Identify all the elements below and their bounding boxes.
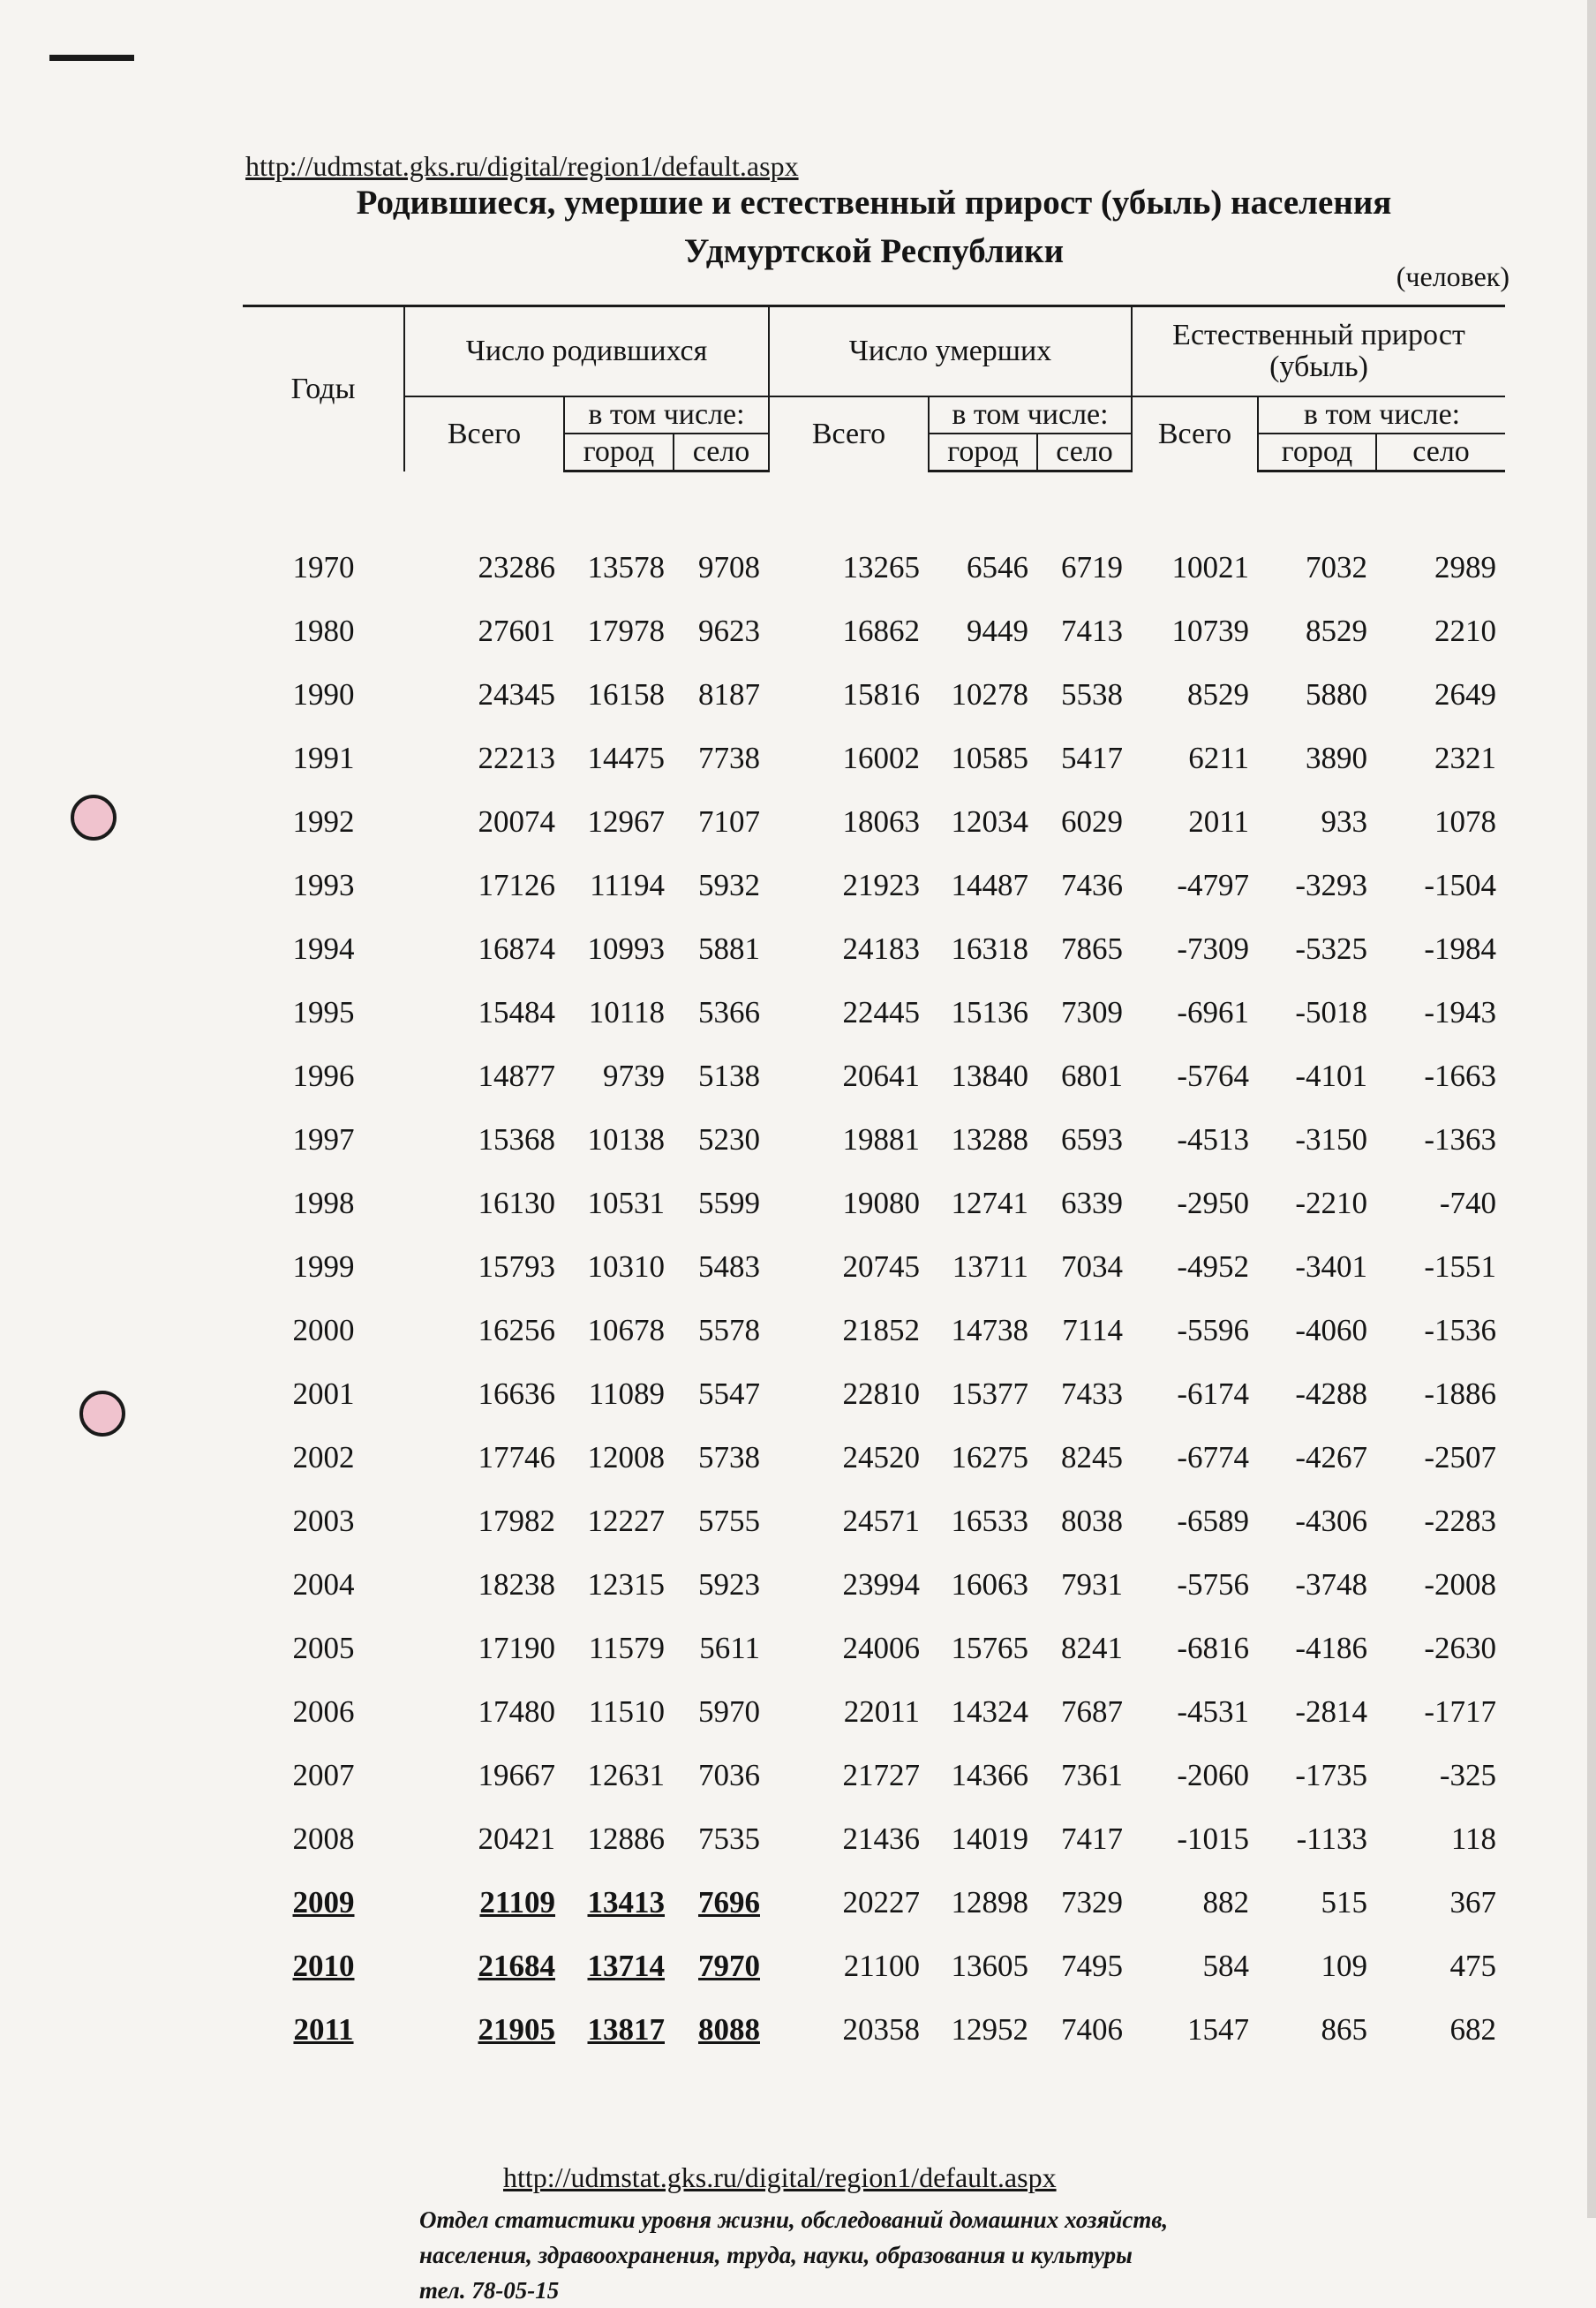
- value-cell-b-village: 5611: [699, 1631, 760, 1665]
- value-cell-n-village: -740: [1439, 1186, 1497, 1220]
- value-cell-d-total: 22810: [842, 1377, 920, 1411]
- value-cell-d-city: 13711: [952, 1249, 1028, 1284]
- value-cell-b-city: 12967: [587, 804, 665, 839]
- header-natural-including: в том числе:: [1258, 396, 1505, 434]
- table-row: [243, 536, 1505, 600]
- value-cell-b-total: 24345: [478, 677, 555, 712]
- value-cell-d-city: 9449: [967, 614, 1028, 648]
- footer-line-2: населения, здравоохранения, труда, науки, образования и культуры: [419, 2242, 1133, 2268]
- value-cell-n-city: 3890: [1306, 741, 1367, 775]
- value-cell-d-city: 15377: [951, 1377, 1028, 1411]
- value-cell-b-city: 12886: [587, 1822, 665, 1856]
- value-cell-b-village: 9623: [698, 614, 760, 648]
- value-cell-d-total: 20641: [842, 1059, 920, 1093]
- value-cell-d-total: 24183: [842, 931, 920, 966]
- table-row: [243, 1426, 1505, 1490]
- value-cell-d-city: 12952: [951, 2012, 1028, 2047]
- value-cell-b-city: 17978: [587, 614, 665, 648]
- header-natural-city: город: [1258, 434, 1376, 471]
- value-cell-b-city: 10310: [587, 1249, 665, 1284]
- value-cell-d-city: 16063: [951, 1567, 1028, 1602]
- table-row: [243, 1744, 1505, 1807]
- year-cell: 1997: [292, 1122, 355, 1157]
- source-url-bottom: http://udmstat.gks.ru/digital/region1/default.aspx: [503, 2161, 1057, 2193]
- value-cell-d-village: 7114: [1062, 1313, 1123, 1347]
- value-cell-d-city: 12034: [951, 804, 1028, 839]
- value-cell-b-city: 12227: [587, 1504, 665, 1538]
- value-cell-n-city: -3748: [1295, 1567, 1367, 1602]
- value-cell-n-total: 882: [1202, 1885, 1249, 1920]
- value-cell-n-village: 2649: [1434, 677, 1497, 712]
- value-cell-n-total: 6211: [1188, 741, 1249, 775]
- value-cell-n-village: 682: [1449, 2012, 1497, 2047]
- header-births-total: Всего: [404, 396, 564, 471]
- title-line-1: Родившиеся, умершие и естественный прирост (убыль) населения: [356, 184, 1392, 222]
- year-cell: 2000: [292, 1313, 355, 1347]
- scan-edge: [1587, 0, 1596, 2218]
- value-cell-b-village: 7036: [698, 1758, 760, 1792]
- header-deaths-total: Всего: [769, 396, 929, 471]
- year-cell: 2009: [292, 1885, 355, 1920]
- value-cell-n-total: -2060: [1177, 1758, 1249, 1792]
- value-cell-b-total: 27601: [478, 614, 555, 648]
- value-cell-b-village: 5578: [698, 1313, 760, 1347]
- value-cell-n-total: -4952: [1177, 1249, 1249, 1284]
- value-cell-n-village: 475: [1449, 1949, 1497, 1983]
- value-cell-b-city: 10993: [587, 931, 665, 966]
- table-row: [243, 1045, 1505, 1108]
- value-cell-d-total: 19080: [842, 1186, 920, 1220]
- value-cell-b-village: 9708: [698, 550, 760, 585]
- value-cell-d-total: 16862: [842, 614, 920, 648]
- value-cell-b-village: 5483: [698, 1249, 760, 1284]
- value-cell-n-village: -2283: [1424, 1504, 1497, 1538]
- value-cell-n-city: -5325: [1295, 931, 1367, 966]
- value-cell-b-city: 11194: [590, 868, 665, 902]
- value-cell-b-total: 16130: [478, 1186, 555, 1220]
- value-cell-d-village: 6801: [1061, 1059, 1123, 1093]
- value-cell-n-city: -4186: [1295, 1631, 1367, 1665]
- value-cell-b-city: 12008: [587, 1440, 665, 1475]
- value-cell-n-total: -6774: [1177, 1440, 1249, 1475]
- value-cell-n-total: -4513: [1177, 1122, 1249, 1157]
- value-cell-b-total: 20421: [478, 1822, 555, 1856]
- value-cell-n-village: -1943: [1424, 995, 1497, 1030]
- value-cell-n-village: 2321: [1434, 741, 1497, 775]
- value-cell-n-total: 1547: [1187, 2012, 1249, 2047]
- header-natural-village: село: [1376, 434, 1505, 471]
- value-cell-d-city: 15136: [951, 995, 1028, 1030]
- value-cell-b-total: 22213: [478, 741, 555, 775]
- value-cell-b-village: 5547: [698, 1377, 760, 1411]
- table-row: [243, 1871, 1505, 1935]
- value-cell-n-village: -1504: [1424, 868, 1497, 902]
- value-cell-n-city: -2210: [1295, 1186, 1367, 1220]
- value-cell-n-city: -5018: [1295, 995, 1367, 1030]
- value-cell-d-village: 8241: [1061, 1631, 1123, 1665]
- value-cell-d-village: 6719: [1061, 550, 1123, 585]
- value-cell-b-total: 23286: [478, 550, 555, 585]
- value-cell-b-city: 13578: [587, 550, 665, 585]
- value-cell-d-city: 13288: [951, 1122, 1028, 1157]
- value-cell-d-city: 13840: [951, 1059, 1028, 1093]
- table-row: [243, 1235, 1505, 1299]
- table-header: [243, 306, 1505, 471]
- value-cell-n-village: -1536: [1424, 1313, 1497, 1347]
- value-cell-d-village: 7495: [1061, 1949, 1123, 1983]
- value-cell-n-city: -4060: [1295, 1313, 1367, 1347]
- value-cell-d-total: 20227: [842, 1885, 920, 1920]
- value-cell-n-total: -6174: [1177, 1377, 1249, 1411]
- value-cell-d-village: 7865: [1061, 931, 1123, 966]
- value-cell-b-total: 21684: [478, 1949, 555, 1983]
- value-cell-n-village: -1663: [1424, 1059, 1497, 1093]
- table-row: [243, 1553, 1505, 1617]
- value-cell-d-total: 23994: [842, 1567, 920, 1602]
- value-cell-d-total: 21923: [842, 868, 920, 902]
- value-cell-b-village: 5755: [698, 1504, 760, 1538]
- table-row: [243, 854, 1505, 917]
- value-cell-b-city: 9739: [603, 1059, 665, 1093]
- value-cell-b-village: 8088: [698, 2012, 760, 2047]
- value-cell-d-village: 6593: [1061, 1122, 1123, 1157]
- table-row: [243, 727, 1505, 790]
- value-cell-b-village: 7696: [698, 1885, 760, 1920]
- unit-label: (человек): [1396, 260, 1509, 292]
- footer-line-1: Отдел статистики уровня жизни, обследований домашних хозяйств,: [419, 2206, 1169, 2233]
- value-cell-n-village: -1363: [1424, 1122, 1497, 1157]
- value-cell-b-village: 5923: [698, 1567, 760, 1602]
- value-cell-d-village: 7433: [1061, 1377, 1123, 1411]
- value-cell-b-total: 15793: [478, 1249, 555, 1284]
- value-cell-b-village: 7107: [698, 804, 760, 839]
- value-cell-n-total: -5596: [1177, 1313, 1249, 1347]
- table-row: [243, 1172, 1505, 1235]
- value-cell-n-village: -2008: [1424, 1567, 1497, 1602]
- value-cell-d-village: 8038: [1061, 1504, 1123, 1538]
- value-cell-b-total: 19667: [478, 1758, 555, 1792]
- value-cell-d-city: 12898: [951, 1885, 1028, 1920]
- table-row: [243, 1807, 1505, 1871]
- value-cell-n-city: 7032: [1306, 550, 1367, 585]
- value-cell-d-total: 21852: [842, 1313, 920, 1347]
- header-births-including: в том числе:: [564, 396, 769, 434]
- value-cell-d-total: 15816: [842, 677, 920, 712]
- value-cell-d-city: 10585: [951, 741, 1028, 775]
- value-cell-b-city: 10138: [587, 1122, 665, 1157]
- year-cell: 1980: [292, 614, 355, 648]
- value-cell-n-city: -1735: [1295, 1758, 1367, 1792]
- footer-note: [419, 2202, 1168, 2308]
- value-cell-b-total: 20074: [478, 804, 555, 839]
- value-cell-b-city: 13817: [587, 2012, 665, 2047]
- header-natural-total: Всего: [1132, 396, 1258, 471]
- value-cell-b-village: 7738: [698, 741, 760, 775]
- footer-line-3: тел. 78-05-15: [419, 2277, 560, 2304]
- value-cell-b-city: 12631: [587, 1758, 665, 1792]
- value-cell-n-total: -6961: [1177, 995, 1249, 1030]
- table-row: [243, 663, 1505, 727]
- table-row: [243, 1617, 1505, 1680]
- header-births-village: село: [674, 434, 769, 471]
- value-cell-n-total: -4797: [1177, 868, 1249, 902]
- value-cell-n-total: 10739: [1171, 614, 1249, 648]
- year-cell: 1992: [292, 804, 355, 839]
- value-cell-n-village: 367: [1449, 1885, 1497, 1920]
- value-cell-b-total: 16256: [478, 1313, 555, 1347]
- header-deaths-village: село: [1037, 434, 1132, 471]
- value-cell-d-village: 5417: [1061, 741, 1123, 775]
- value-cell-b-city: 12315: [587, 1567, 665, 1602]
- value-cell-d-village: 7361: [1061, 1758, 1123, 1792]
- year-cell: 2008: [292, 1822, 355, 1856]
- value-cell-n-city: -4306: [1295, 1504, 1367, 1538]
- value-cell-d-city: 16275: [951, 1440, 1028, 1475]
- value-cell-n-city: -3293: [1295, 868, 1367, 902]
- year-cell: 2010: [292, 1949, 355, 1983]
- value-cell-n-city: 515: [1321, 1885, 1367, 1920]
- value-cell-d-village: 6339: [1061, 1186, 1123, 1220]
- value-cell-d-city: 16533: [951, 1504, 1028, 1538]
- value-cell-n-city: 8529: [1306, 614, 1367, 648]
- table-row: [243, 1299, 1505, 1362]
- value-cell-b-total: 21905: [478, 2012, 555, 2047]
- population-table: [243, 305, 1505, 2062]
- value-cell-d-village: 7034: [1061, 1249, 1123, 1284]
- value-cell-d-city: 14366: [951, 1758, 1028, 1792]
- value-cell-d-total: 21436: [842, 1822, 920, 1856]
- value-cell-d-village: 8245: [1061, 1440, 1123, 1475]
- value-cell-n-village: -2507: [1424, 1440, 1497, 1475]
- value-cell-b-village: 7535: [698, 1822, 760, 1856]
- value-cell-b-city: 11510: [588, 1694, 665, 1729]
- header-deaths-city: город: [929, 434, 1037, 471]
- value-cell-n-village: -1984: [1424, 931, 1497, 966]
- value-cell-d-city: 14019: [951, 1822, 1028, 1856]
- value-cell-d-city: 14738: [951, 1313, 1028, 1347]
- year-cell: 1970: [292, 550, 355, 585]
- year-cell: 1991: [292, 741, 355, 775]
- value-cell-b-city: 13413: [587, 1885, 665, 1920]
- punch-hole: [71, 795, 117, 841]
- value-cell-n-total: -6816: [1177, 1631, 1249, 1665]
- value-cell-d-total: 16002: [842, 741, 920, 775]
- value-cell-n-total: -6589: [1177, 1504, 1249, 1538]
- value-cell-d-city: 14487: [951, 868, 1028, 902]
- value-cell-d-village: 7436: [1061, 868, 1123, 902]
- value-cell-n-village: -1551: [1424, 1249, 1497, 1284]
- value-cell-d-village: 7329: [1061, 1885, 1123, 1920]
- table-body: [243, 471, 1505, 2063]
- corner-mark: [49, 55, 134, 61]
- header-births-city: город: [564, 434, 674, 471]
- header-births: Число родившихся: [404, 306, 769, 397]
- value-cell-d-village: 5538: [1061, 677, 1123, 712]
- value-cell-n-village: -325: [1439, 1758, 1497, 1792]
- value-cell-d-total: 24571: [842, 1504, 920, 1538]
- value-cell-n-village: -1886: [1424, 1377, 1497, 1411]
- year-cell: 2005: [292, 1631, 355, 1665]
- value-cell-b-city: 14475: [587, 741, 665, 775]
- value-cell-b-total: 15368: [478, 1122, 555, 1157]
- value-cell-b-village: 5230: [698, 1122, 760, 1157]
- value-cell-n-city: -4267: [1295, 1440, 1367, 1475]
- punch-hole: [79, 1391, 125, 1437]
- value-cell-d-village: 7687: [1061, 1694, 1123, 1729]
- table-row: [243, 1680, 1505, 1744]
- value-cell-b-total: 17126: [478, 868, 555, 902]
- value-cell-n-total: -4531: [1177, 1694, 1249, 1729]
- value-cell-n-village: 2989: [1434, 550, 1497, 585]
- year-cell: 2011: [293, 2012, 354, 2047]
- value-cell-d-total: 24006: [842, 1631, 920, 1665]
- value-cell-d-total: 20745: [842, 1249, 920, 1284]
- value-cell-n-village: 1078: [1434, 804, 1497, 839]
- year-cell: 2002: [292, 1440, 355, 1475]
- value-cell-d-total: 13265: [842, 550, 920, 585]
- value-cell-b-city: 16158: [587, 677, 665, 712]
- value-cell-d-village: 7931: [1061, 1567, 1123, 1602]
- value-cell-d-village: 7417: [1061, 1822, 1123, 1856]
- value-cell-b-village: 5970: [698, 1694, 760, 1729]
- year-cell: 1998: [292, 1186, 355, 1220]
- value-cell-b-village: 5138: [698, 1059, 760, 1093]
- value-cell-b-city: 10531: [587, 1186, 665, 1220]
- value-cell-n-total: -1015: [1177, 1822, 1249, 1856]
- year-cell: 1990: [292, 677, 355, 712]
- table-row: [243, 790, 1505, 854]
- value-cell-d-city: 13605: [951, 1949, 1028, 1983]
- value-cell-d-total: 18063: [842, 804, 920, 839]
- year-cell: 1999: [292, 1249, 355, 1284]
- table-row: [243, 1998, 1505, 2062]
- value-cell-d-total: 21100: [843, 1949, 920, 1983]
- value-cell-b-village: 5932: [698, 868, 760, 902]
- value-cell-b-total: 16874: [478, 931, 555, 966]
- year-cell: 2001: [292, 1377, 355, 1411]
- header-deaths: Число умерших: [769, 306, 1132, 397]
- value-cell-b-total: 15484: [478, 995, 555, 1030]
- value-cell-n-village: 2210: [1434, 614, 1497, 648]
- table-row: [243, 600, 1505, 663]
- value-cell-n-village: 118: [1450, 1822, 1497, 1856]
- value-cell-n-city: 933: [1321, 804, 1367, 839]
- year-cell: 2006: [292, 1694, 355, 1729]
- value-cell-n-total: -2950: [1177, 1186, 1249, 1220]
- value-cell-n-total: 8529: [1187, 677, 1249, 712]
- value-cell-b-city: 11579: [588, 1631, 665, 1665]
- value-cell-n-total: -5764: [1177, 1059, 1249, 1093]
- table-row: [243, 1108, 1505, 1172]
- header-years: Годы: [243, 306, 404, 471]
- value-cell-d-total: 22445: [842, 995, 920, 1030]
- value-cell-d-total: 20358: [842, 2012, 920, 2047]
- document-title: [282, 178, 1465, 275]
- table-row: [243, 917, 1505, 981]
- value-cell-d-city: 12741: [951, 1186, 1028, 1220]
- value-cell-b-village: 7970: [698, 1949, 760, 1983]
- year-cell: 1993: [292, 868, 355, 902]
- value-cell-b-total: 16636: [478, 1377, 555, 1411]
- value-cell-n-city: 865: [1321, 2012, 1367, 2047]
- value-cell-b-city: 10678: [587, 1313, 665, 1347]
- value-cell-d-city: 16318: [951, 931, 1028, 966]
- value-cell-b-total: 17480: [478, 1694, 555, 1729]
- value-cell-n-total: 2011: [1188, 804, 1249, 839]
- value-cell-n-city: -2814: [1295, 1694, 1367, 1729]
- value-cell-n-total: -7309: [1177, 931, 1249, 966]
- value-cell-b-total: 17982: [478, 1504, 555, 1538]
- table-row: [243, 1935, 1505, 1998]
- year-cell: 2004: [292, 1567, 355, 1602]
- value-cell-d-total: 21727: [842, 1758, 920, 1792]
- value-cell-n-city: 109: [1321, 1949, 1367, 1983]
- value-cell-b-village: 5599: [698, 1186, 760, 1220]
- title-line-2: Удмуртской Республики: [683, 232, 1065, 270]
- value-cell-d-city: 14324: [951, 1694, 1028, 1729]
- value-cell-n-total: 584: [1202, 1949, 1249, 1983]
- value-cell-b-city: 11089: [588, 1377, 665, 1411]
- value-cell-d-village: 7406: [1061, 2012, 1123, 2047]
- value-cell-d-city: 6546: [967, 550, 1028, 585]
- value-cell-n-city: -1133: [1296, 1822, 1367, 1856]
- header-spacer: [243, 471, 1505, 537]
- year-cell: 2003: [292, 1504, 355, 1538]
- header-deaths-including: в том числе:: [929, 396, 1132, 434]
- value-cell-d-total: 24520: [842, 1440, 920, 1475]
- header-natural-growth: Естественный прирост (убыль): [1132, 306, 1505, 397]
- value-cell-b-city: 13714: [587, 1949, 665, 1983]
- value-cell-b-city: 10118: [588, 995, 665, 1030]
- value-cell-b-total: 14877: [478, 1059, 555, 1093]
- value-cell-n-city: -4288: [1295, 1377, 1367, 1411]
- value-cell-b-total: 17190: [478, 1631, 555, 1665]
- table-row: [243, 981, 1505, 1045]
- source-url-top: http://udmstat.gks.ru/digital/region1/default.aspx: [245, 150, 799, 182]
- value-cell-n-total: -5756: [1177, 1567, 1249, 1602]
- table-row: [243, 1490, 1505, 1553]
- value-cell-d-village: 6029: [1061, 804, 1123, 839]
- value-cell-d-city: 10278: [951, 677, 1028, 712]
- year-cell: 1996: [292, 1059, 355, 1093]
- value-cell-d-village: 7309: [1061, 995, 1123, 1030]
- value-cell-n-city: -3401: [1295, 1249, 1367, 1284]
- value-cell-d-village: 7413: [1061, 614, 1123, 648]
- value-cell-b-village: 5881: [698, 931, 760, 966]
- value-cell-n-city: -3150: [1295, 1122, 1367, 1157]
- value-cell-b-total: 18238: [478, 1567, 555, 1602]
- value-cell-n-city: 5880: [1306, 677, 1367, 712]
- value-cell-n-village: -1717: [1424, 1694, 1497, 1729]
- value-cell-d-total: 19881: [842, 1122, 920, 1157]
- value-cell-b-village: 5366: [698, 995, 760, 1030]
- value-cell-b-village: 5738: [698, 1440, 760, 1475]
- value-cell-n-total: 10021: [1171, 550, 1249, 585]
- value-cell-b-total: 17746: [478, 1440, 555, 1475]
- value-cell-n-city: -4101: [1295, 1059, 1367, 1093]
- year-cell: 2007: [292, 1758, 355, 1792]
- value-cell-b-total: 21109: [479, 1885, 555, 1920]
- value-cell-b-village: 8187: [698, 677, 760, 712]
- value-cell-d-city: 15765: [951, 1631, 1028, 1665]
- table-row: [243, 1362, 1505, 1426]
- year-cell: 1994: [292, 931, 355, 966]
- value-cell-n-village: -2630: [1424, 1631, 1497, 1665]
- year-cell: 1995: [292, 995, 355, 1030]
- value-cell-d-total: 22011: [843, 1694, 920, 1729]
